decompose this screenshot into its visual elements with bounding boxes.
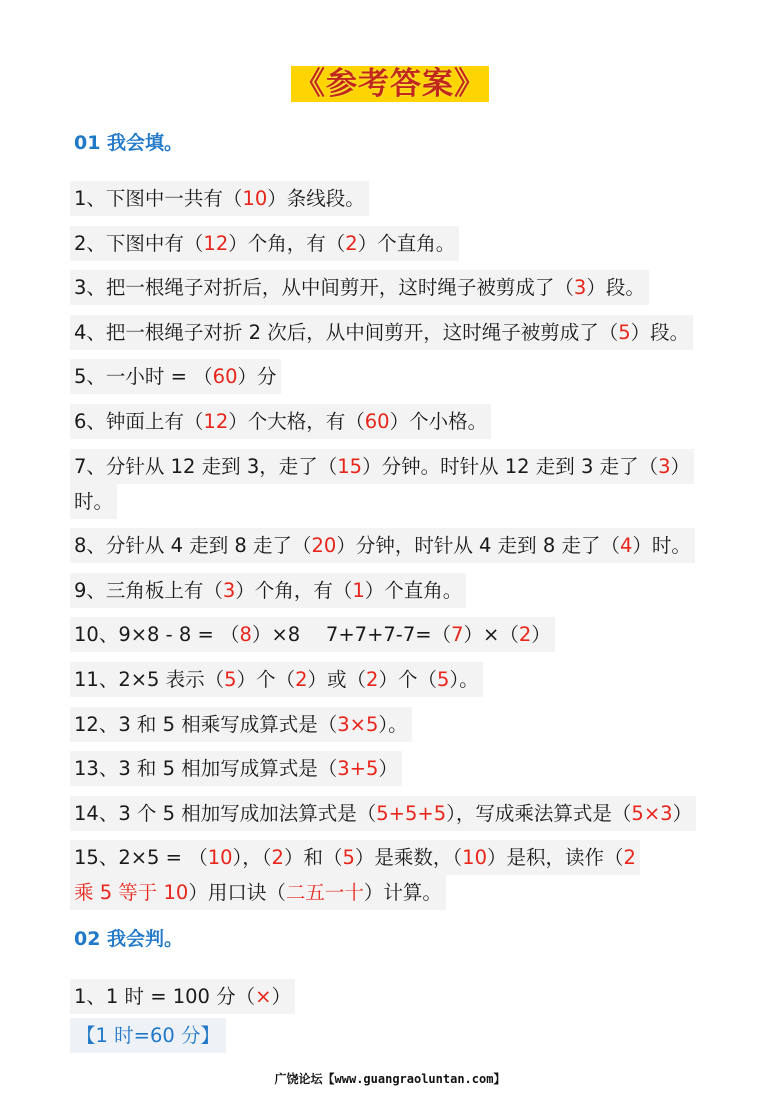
answer-text: 20 [311, 534, 337, 558]
answer-text: 2 [271, 846, 284, 870]
answer-line [70, 707, 412, 742]
answer-text: 4 [619, 534, 633, 558]
question-text: ） [378, 757, 398, 781]
question-text: ） [531, 623, 551, 647]
question-text: ）个小格。 [389, 409, 488, 433]
question-text: 6、钟面上有（ [74, 409, 204, 433]
question-text: 14、3 个 5 相加写成加法算式是（ [74, 801, 377, 825]
page-title: 《参考答案》 [0, 58, 780, 103]
question-text: 4、把一根绳子对折 2 次后，从中间剪开，这时绳子被剪成了（ [74, 320, 619, 344]
answer-text: 10 [207, 846, 233, 870]
question-text: ）时。 [632, 534, 691, 558]
question-text: 5、一小时 = （ [74, 365, 213, 389]
question-text: 10、9×8 - 8 = （ [74, 623, 240, 647]
answer-text: 1 [352, 578, 365, 602]
question-text: ） [670, 454, 691, 478]
question-text: ）×（ [463, 623, 519, 647]
question-text: ）个角，有（ [235, 578, 353, 602]
question-text: 11、2×5 表示（ [74, 667, 225, 691]
answer-text: 2 [295, 667, 308, 691]
answer-line [70, 359, 281, 394]
question-text: 1、下图中一共有（ [74, 187, 243, 210]
question-text: ）个（ [378, 667, 437, 691]
answer-line [70, 315, 693, 350]
judge-question-line [70, 979, 295, 1014]
answer-text: 10 [462, 846, 487, 870]
answer-line [70, 573, 466, 608]
answer-text: 12 [203, 231, 229, 255]
answer-text: 5+5+5 [376, 801, 447, 825]
answer-text: 10 [242, 187, 268, 210]
answer-text: 3 [222, 578, 236, 602]
judge-note: 【1 时=60 分】 [70, 1018, 226, 1053]
question-text: 9、三角板上有（ [74, 578, 223, 602]
answer-line [70, 796, 696, 831]
question-text: ）分钟。时针从 12 走到 3 走了（ [362, 454, 659, 478]
question-text: ）段。 [586, 276, 645, 300]
answer-text: 5 [224, 667, 237, 691]
answer-text: 二五一十 [285, 881, 364, 905]
question-text: 时。 [74, 489, 114, 513]
question-text: ）或（ [307, 667, 367, 691]
answer-text: 2 [518, 623, 532, 647]
question-text: ）个角，有（ [228, 231, 346, 255]
question-text: ）条线段。 [267, 187, 365, 210]
judge-answer-1 [70, 979, 295, 1024]
question-text: ）计算。 [363, 881, 442, 905]
answer-text: 3 [573, 276, 587, 300]
answer-line [70, 181, 369, 216]
answer-text: 5 [436, 667, 450, 691]
answer-text: 乘 5 等于 10 [74, 881, 189, 905]
question-text: ）×8 7+7+7-7=（ [251, 623, 452, 647]
answer-line [70, 528, 695, 563]
answer-text: 3×5 [337, 712, 379, 736]
answer-line [70, 404, 491, 439]
answer-line [70, 662, 483, 697]
question-text: ）个大格，有（ [228, 409, 365, 433]
question-text: 1、1 时 = 100 分（ [74, 985, 256, 1008]
answer-line [70, 751, 402, 786]
question-text: ）个（ [236, 667, 296, 691]
question-text: ）个直角。 [357, 231, 456, 255]
answer-text: 2 [345, 231, 358, 255]
question-text: 8、分针从 4 走到 8 走了（ [74, 534, 312, 558]
answer-text: 5 [618, 320, 631, 344]
answer-line [70, 270, 649, 305]
answer-line [70, 226, 459, 261]
question-text: ）和（ [283, 846, 343, 870]
answer-line [70, 617, 555, 652]
question-text: ）用口诀（ [188, 881, 286, 905]
fill-in-answers [70, 181, 740, 920]
answer-text: 12 [203, 409, 229, 433]
answer-text: 5 [342, 846, 355, 870]
question-text: ），写成乘法算式是（ [446, 801, 632, 825]
answer-text: 7 [451, 623, 464, 647]
answer-line [70, 840, 640, 875]
question-text: 3、把一根绳子对折后，从中间剪开，这时绳子被剪成了（ [74, 276, 574, 300]
question-text: ） [672, 801, 693, 825]
answer-line [70, 449, 694, 484]
answer-text: 2 [623, 846, 636, 870]
question-text: ）分钟，时针从 4 走到 8 走了（ [336, 534, 620, 558]
footer-source: 广饶论坛【www.guangraoluntan.com】 [274, 1072, 506, 1086]
answer-line [70, 875, 446, 910]
answer-text: 60 [364, 409, 390, 433]
section-heading-fill: 01 我会填。 [74, 132, 184, 154]
question-text: ）个直角。 [364, 578, 463, 602]
answer-text: 3+5 [337, 757, 379, 781]
answer-text: 2 [366, 667, 379, 691]
answer-text: 60 [212, 365, 238, 389]
section-heading-judge: 02 我会判。 [74, 928, 184, 950]
question-text: 7、分针从 12 走到 3，走了（ [74, 454, 338, 478]
answer-line [70, 484, 117, 519]
question-text: ） [271, 985, 292, 1008]
question-text: ）分 [237, 365, 277, 389]
answer-text: × [255, 985, 272, 1008]
answer-text: 8 [239, 623, 252, 647]
answer-text: 3 [658, 454, 671, 478]
answer-text: 5×3 [631, 801, 673, 825]
answer-text: 15 [337, 454, 363, 478]
question-text: 2、下图中有（ [74, 231, 204, 255]
question-text: 12、3 和 5 相乘写成算式是（ [74, 712, 338, 736]
question-text: ）段。 [630, 320, 690, 344]
question-text: ）是乘数，（ [354, 846, 463, 870]
question-text: ）。 [378, 712, 408, 736]
question-text: 15、2×5 = （ [74, 846, 208, 870]
question-text: ）。 [449, 667, 479, 691]
question-text: ）是积，读作（ [487, 846, 624, 870]
question-text: ），（ [232, 846, 272, 870]
question-text: 13、3 和 5 相加写成算式是（ [74, 757, 338, 781]
